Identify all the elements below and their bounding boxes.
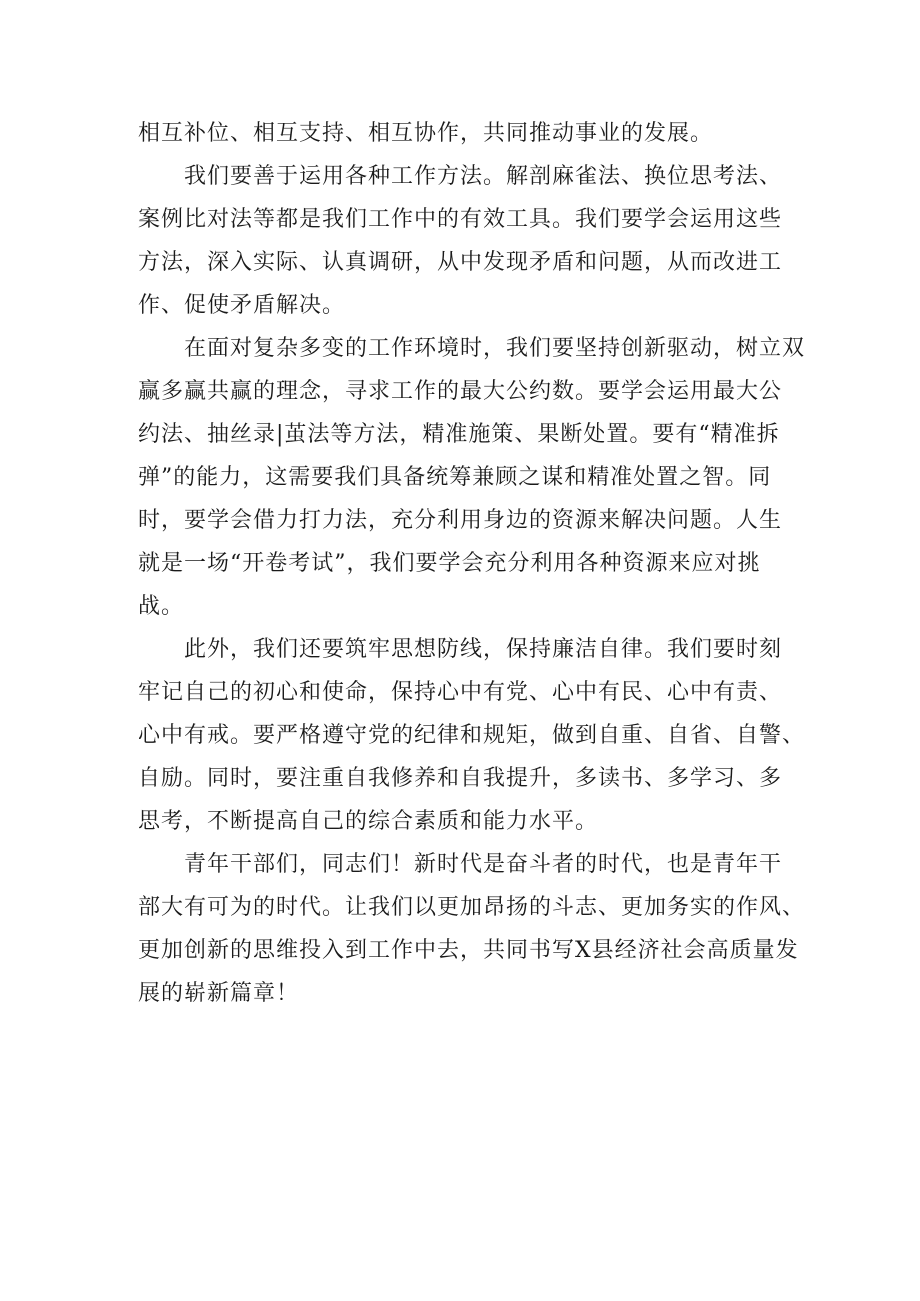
paragraph-line: 自励。同时，要注重自我修养和自我提升，多读书、多学习、多 xyxy=(138,766,783,791)
paragraph-line: 作、促使矛盾解决。 xyxy=(138,293,346,318)
paragraph-line: 时，要学会借力打力法，充分利用身边的资源来解决问题。人生 xyxy=(138,508,783,533)
paragraph-line: 青年干部们，同志们！新时代是奋斗者的时代，也是青年干 xyxy=(184,852,783,877)
paragraph-line: 就是一场“开卷考试”，我们要学会充分利用各种资源来应对挑 xyxy=(138,551,761,576)
paragraph-line: 展的崭新篇章！ xyxy=(138,981,300,1006)
paragraph-line: 更加创新的思维投入到工作中去，共同书写X县经济社会高质量发 xyxy=(138,938,799,963)
paragraph-line: 赢多赢共赢的理念，寻求工作的最大公约数。要学会运用最大公 xyxy=(138,379,783,404)
paragraph-line: 战。 xyxy=(138,594,185,619)
paragraph-line: 方法，深入实际、认真调研，从中发现矛盾和问题，从而改进工 xyxy=(138,250,783,275)
paragraph-line: 相互补位、相互支持、相互协作，共同推动事业的发展。 xyxy=(138,121,714,146)
paragraph-line: 牢记自己的初心和使命，保持心中有党、心中有民、心中有责、 xyxy=(138,680,783,705)
document-body xyxy=(138,112,806,1015)
paragraph-line: 我们要善于运用各种工作方法。解剖麻雀法、换位思考法、 xyxy=(184,164,783,189)
paragraph-line: 部大有可为的时代。让我们以更加昂扬的斗志、更加务实的作风、 xyxy=(138,895,806,920)
paragraph-line: 心中有戒。要严格遵守党的纪律和规矩，做到自重、自省、自警、 xyxy=(138,723,806,748)
paragraph-line: 思考，不断提高自己的综合素质和能力水平。 xyxy=(138,809,599,834)
paragraph-line: 案例比对法等都是我们工作中的有效工具。我们要学会运用这些 xyxy=(138,207,783,232)
paragraph-line: 此外，我们还要筑牢思想防线，保持廉洁自律。我们要时刻 xyxy=(184,637,783,662)
paragraph-line: 在面对复杂多变的工作环境时，我们要坚持创新驱动，树立双 xyxy=(184,336,806,361)
paragraph-line: 约法、抽丝录|茧法等方法，精准施策、果断处置。要有“精准拆 xyxy=(138,422,780,447)
paragraph-line: 弹”的能力，这需要我们具备统筹兼顾之谋和精准处置之智。同 xyxy=(138,465,772,490)
